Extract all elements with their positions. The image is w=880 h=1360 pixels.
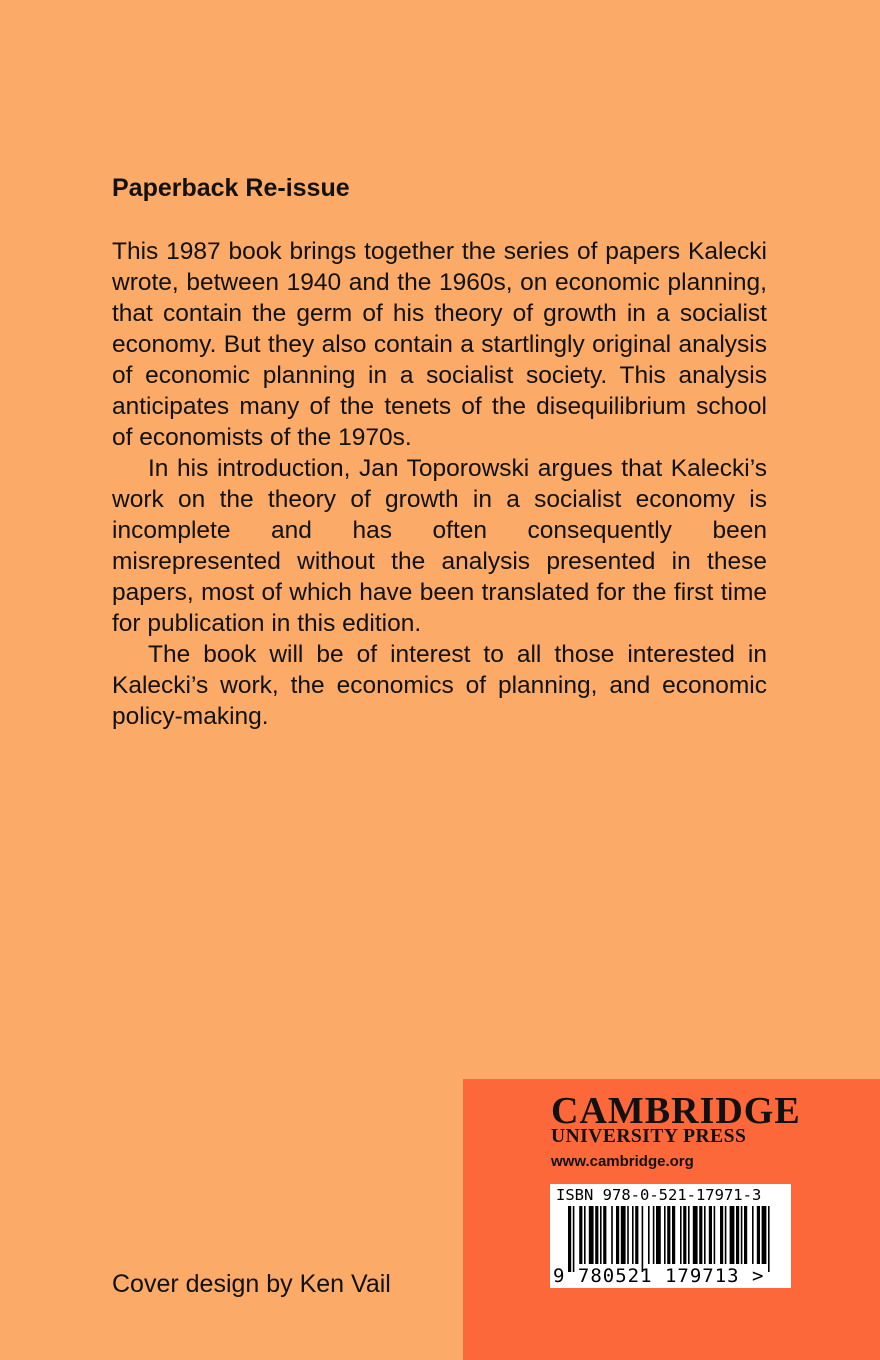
barcode-bar <box>664 1206 666 1264</box>
barcode-bar <box>709 1206 712 1264</box>
barcode-bar <box>680 1206 682 1264</box>
barcode-bar <box>752 1206 754 1264</box>
publisher-box <box>463 1079 880 1360</box>
publisher-name: CAMBRIDGE <box>551 1090 801 1132</box>
barcode-bar <box>762 1206 767 1264</box>
blurb-paragraph-2: In his introduction, Jan Toporowski argues that Kalecki’s work on the theory of growth in a socialist economy is incomplete and has often consequently been misrepresented without the analysis presented in these papers, most of which have been translated for the first time for publication in this edition. <box>112 455 767 637</box>
barcode-bar <box>611 1206 613 1264</box>
isbn-barcode <box>550 1184 791 1288</box>
barcode-bar <box>688 1206 690 1264</box>
barcode-bar <box>579 1206 582 1264</box>
barcode-bar <box>741 1206 743 1264</box>
barcode-bar <box>704 1206 706 1264</box>
barcode-bar <box>600 1206 602 1264</box>
barcode-bar <box>573 1206 575 1272</box>
cover-design-credit: Cover design by Ken Vail <box>112 1270 391 1298</box>
barcode-bar <box>627 1206 629 1264</box>
blurb-text <box>112 236 767 732</box>
barcode-bar <box>595 1206 598 1264</box>
barcode-bar <box>757 1206 760 1264</box>
barcode-bar <box>725 1206 727 1264</box>
barcode-bar <box>656 1206 661 1264</box>
section-heading: Paperback Re-issue <box>112 174 350 202</box>
barcode-bar <box>730 1206 735 1264</box>
publisher-url: www.cambridge.org <box>551 1153 694 1170</box>
barcode-bar <box>568 1206 571 1272</box>
barcode-bar <box>736 1206 739 1264</box>
barcode-bar <box>683 1206 686 1264</box>
barcode-bar <box>584 1206 586 1264</box>
barcode-bar <box>616 1206 619 1264</box>
barcode-bar <box>603 1206 606 1264</box>
barcode-bar <box>648 1206 650 1264</box>
barcode-bar <box>672 1206 675 1264</box>
isbn-label: ISBN 978-0-521-17971-3 <box>556 1186 762 1204</box>
barcode-bar <box>768 1206 770 1272</box>
barcode-bar <box>589 1206 594 1264</box>
barcode-bar <box>632 1206 634 1264</box>
barcode-bar <box>699 1206 702 1264</box>
barcode-bar <box>714 1206 716 1264</box>
barcode-bar <box>642 1206 644 1272</box>
barcode-bar <box>720 1206 723 1264</box>
barcode-bar <box>653 1206 655 1264</box>
publisher-subname: UNIVERSITY PRESS <box>551 1126 747 1147</box>
blurb-paragraph-1: This 1987 book brings together the series of papers Kalecki wrote, between 1940 and the 1960s, on economic planning, that contain the germ of his theory of growth in a socialist economy. But they also contain a startlingly original analysis of economic planning in a socialist society. This analysis anticipates many of the tenets of the disequilibrium school of economists of the 1970s. <box>112 238 767 451</box>
barcode-bar <box>693 1206 698 1264</box>
blurb-paragraph-3: The book will be of interest to all those interested in Kalecki’s work, the economics of planning, and economic policy-making. <box>112 641 767 730</box>
barcode-bar <box>667 1206 670 1264</box>
barcode-digits: 9 780521 179713 > <box>553 1265 765 1287</box>
barcode-bar <box>621 1206 626 1264</box>
barcode-bar <box>635 1206 638 1264</box>
barcode-bar <box>744 1206 747 1264</box>
